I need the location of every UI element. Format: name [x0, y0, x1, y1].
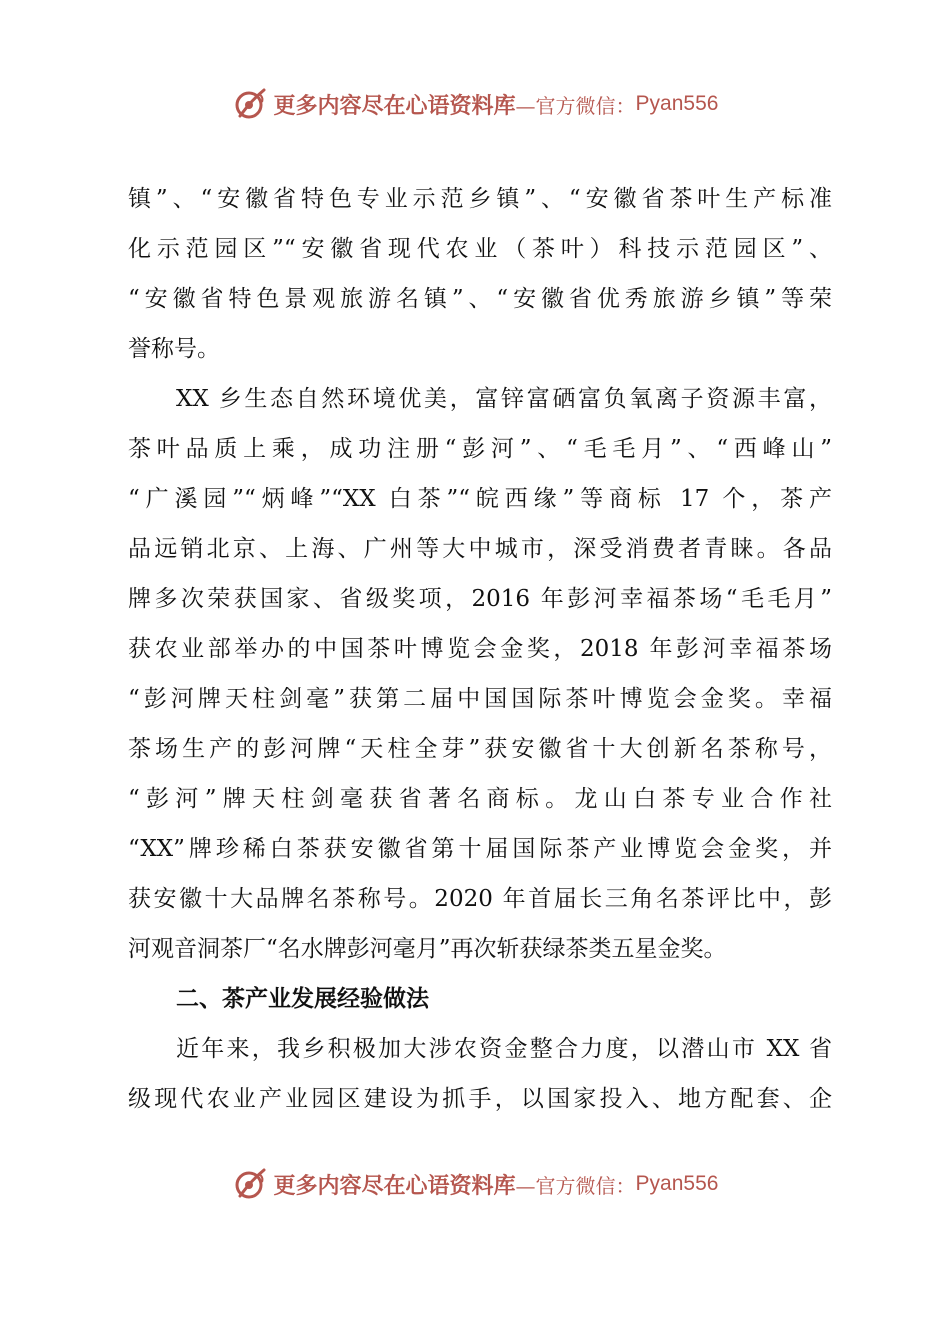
watermark-main-text: 更多内容尽在心语资料库: [273, 1172, 516, 1199]
text-line: XX 乡生态自然环境优美，富锌富硒富负氧离子资源丰富，: [176, 386, 832, 412]
text-line: “安徽省特色景观旅游名镇”、“安徽省优秀旅游乡镇”等荣: [128, 286, 832, 312]
text-line: 级现代农业产业园区建设为抓手，以国家投入、地方配套、企: [128, 1086, 832, 1112]
text-line: 近年来，我乡积极加大涉农资金整合力度，以潜山市 XX 省: [176, 1036, 832, 1062]
brush-logo-icon: [232, 1166, 268, 1202]
text-line: “XX”牌珍稀白茶获安徽省第十届国际茶产业博览会金奖，并: [128, 836, 832, 862]
text-line: 获安徽十大品牌名茶称号。2020 年首届长三角名茶评比中，彭: [128, 886, 832, 912]
text-line: “广溪园”“炳峰”“XX 白茶”“皖西缘”等商标 17 个，茶产: [128, 486, 832, 512]
text-line: 茶场生产的彭河牌“天柱全芽”获安徽省十大创新名茶称号，: [128, 736, 832, 762]
text-line: 化示范园区”“安徽省现代农业（茶叶）科技示范园区”、: [128, 236, 832, 262]
watermark-id: Pyan556: [635, 92, 719, 115]
watermark-header: [0, 84, 950, 124]
watermark-sub-text: —官方微信：: [515, 1173, 636, 1198]
text-line: 品远销北京、上海、广州等大中城市，深受消费者青睐。各品: [128, 536, 832, 562]
text-line: 镇”、“安徽省特色专业示范乡镇”、“安徽省茶叶生产标准: [128, 186, 832, 212]
text-line: 誉称号。: [128, 336, 220, 362]
section-heading: 二、茶产业发展经验做法: [176, 986, 429, 1012]
text-line: 牌多次荣获国家、省级奖项，2016 年彭河幸福茶场“毛毛月”: [128, 586, 832, 612]
watermark-sub-text: —官方微信：: [515, 93, 636, 118]
watermark-footer: [0, 1164, 950, 1204]
watermark-id: Pyan556: [635, 1172, 719, 1195]
document-body: [128, 174, 832, 1124]
text-line: “彭河牌天柱剑毫”获第二届中国国际茶叶博览会金奖。幸福: [128, 686, 832, 712]
brush-logo-icon: [232, 86, 268, 122]
text-line: 茶叶品质上乘，成功注册“彭河”、“毛毛月”、“西峰山”: [128, 436, 832, 462]
watermark-main-text: 更多内容尽在心语资料库: [273, 92, 516, 119]
text-line: 获农业部举办的中国茶叶博览会金奖，2018 年彭河幸福茶场: [128, 636, 832, 662]
text-line: “彭河”牌天柱剑毫获省著名商标。龙山白茶专业合作社: [128, 786, 832, 812]
text-line: 河观音洞茶厂“名水牌彭河毫月”再次斩获绿茶类五星金奖。: [128, 936, 727, 962]
